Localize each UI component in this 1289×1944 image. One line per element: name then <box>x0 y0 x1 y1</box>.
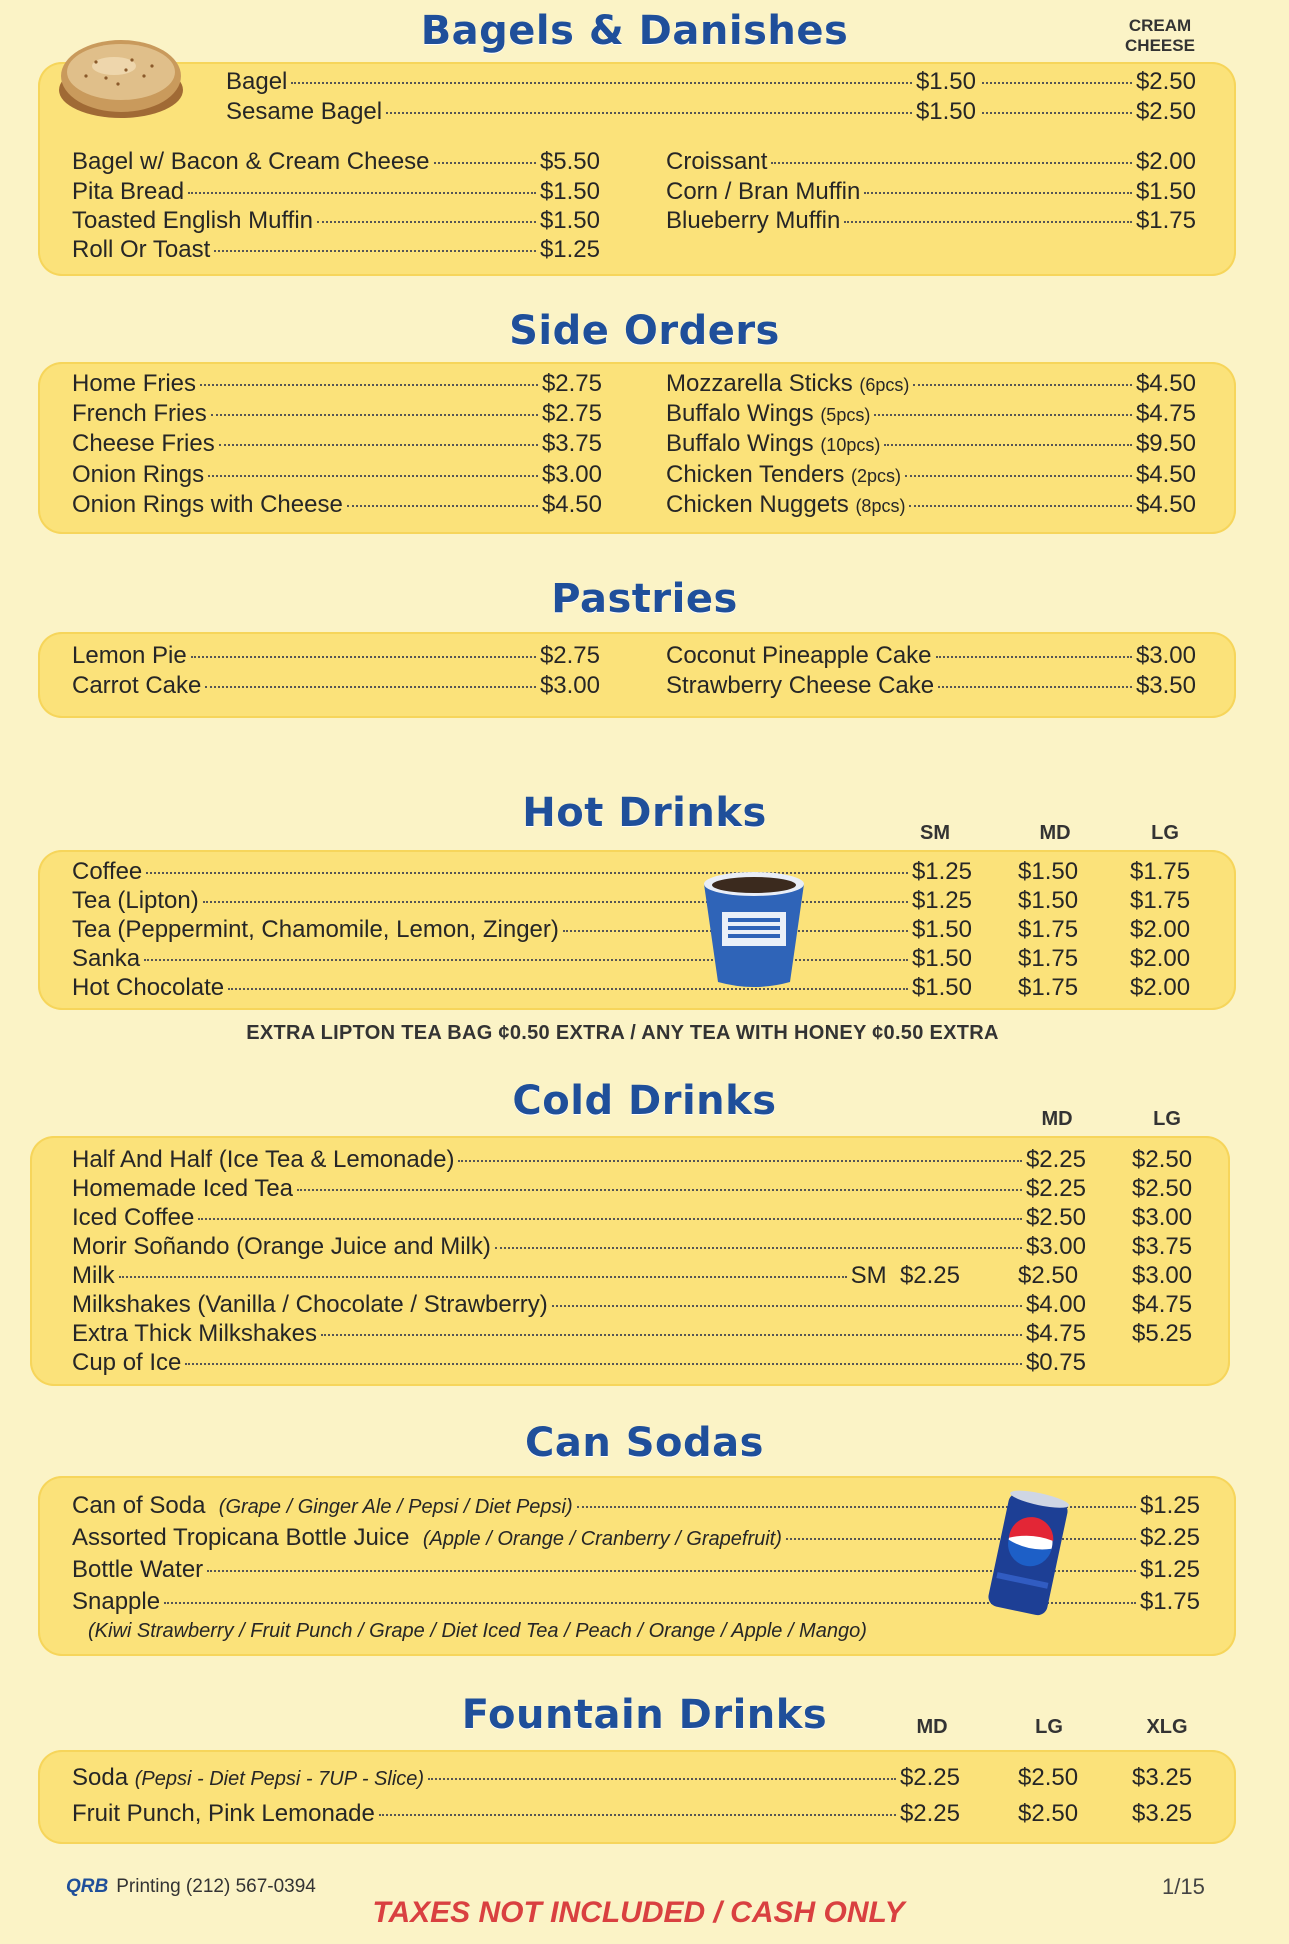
coffee-cup-image <box>694 862 814 992</box>
menu-item: Chicken Tenders (2pcs) $4.50 <box>666 461 1196 488</box>
price-lg: $3.00 <box>1132 1204 1193 1231</box>
pepsi-can-image <box>980 1486 1076 1622</box>
menu-item: Sesame Bagel $1.50 <box>226 98 976 125</box>
menu-item: Cup of Ice $0.75 <box>72 1349 1086 1376</box>
price-lg: $2.00 <box>1130 916 1191 943</box>
price-lg: $5.25 <box>1132 1320 1193 1347</box>
taxes-notice: TAXES NOT INCLUDED / CASH ONLY <box>372 1896 905 1929</box>
price-lg: $4.75 <box>1132 1291 1193 1318</box>
menu-item: Fruit Punch, Pink Lemonade $2.25 <box>72 1800 960 1827</box>
price-lg: $3.75 <box>1132 1233 1193 1260</box>
menu-item: Coconut Pineapple Cake $3.00 <box>666 642 1196 669</box>
menu-item: Bagel $1.50 <box>226 68 976 95</box>
menu-item: Onion Rings $3.00 <box>72 461 602 488</box>
menu-item: Bagel w/ Bacon & Cream Cheese $5.50 <box>72 148 600 175</box>
menu-item: Soda (Pepsi - Diet Pepsi - 7UP - Slice) $2.25 <box>72 1764 960 1791</box>
col-md-header: MD <box>1039 822 1071 844</box>
price-md: $1.50 <box>1018 858 1079 885</box>
menu-item: Corn / Bran Muffin $1.50 <box>666 178 1196 205</box>
col-lg-header: LG <box>1153 1108 1181 1130</box>
menu-item: Onion Rings with Cheese $4.50 <box>72 491 602 518</box>
menu-item: Blueberry Muffin $1.75 <box>666 207 1196 234</box>
menu-item: Sanka $1.50 <box>72 945 972 972</box>
menu-item: Buffalo Wings (10pcs) $9.50 <box>666 430 1196 457</box>
snapple-flavors: (Kiwi Strawberry / Fruit Punch / Grape / Diet Iced Tea / Peach / Orange / Apple / Mango) <box>88 1620 867 1642</box>
menu-item: Coffee $1.25 <box>72 858 972 885</box>
col-xlg-header: XLG <box>1146 1716 1188 1738</box>
cream-cheese-header: CREAM CHEESE <box>1125 16 1195 55</box>
price-md: $2.50 <box>1018 1262 1079 1289</box>
col-md-header: MD <box>1041 1108 1073 1130</box>
price-md: $1.75 <box>1018 916 1079 943</box>
menu-item-cream-cheese-price: $2.50 <box>978 68 1196 96</box>
price-lg: $2.00 <box>1130 974 1191 1001</box>
price-lg: $2.50 <box>1018 1800 1079 1827</box>
menu-item: Croissant $2.00 <box>666 148 1196 175</box>
menu-item: Strawberry Cheese Cake $3.50 <box>666 672 1196 699</box>
menu-item: Home Fries $2.75 <box>72 370 602 397</box>
menu-item: Buffalo Wings (5pcs) $4.75 <box>666 400 1196 427</box>
menu-item: Cheese Fries $3.75 <box>72 430 602 457</box>
bagels-title: Bagels & Danishes <box>420 8 849 54</box>
price-lg: $1.75 <box>1130 858 1191 885</box>
col-sm-header: SM <box>920 822 950 844</box>
menu-item: Half And Half (Ice Tea & Lemonade) $2.25 <box>72 1146 1086 1173</box>
hot-drinks-title: Hot Drinks <box>522 790 767 836</box>
pastries-title: Pastries <box>551 576 738 622</box>
menu-item: Mozzarella Sticks (6pcs) $4.50 <box>666 370 1196 397</box>
menu-item: Tea (Lipton) $1.25 <box>72 887 972 914</box>
menu-item: Assorted Tropicana Bottle Juice (Apple / Orange / Cranberry / Grapefruit) $2.25 <box>72 1524 1200 1551</box>
price-lg: $3.00 <box>1132 1262 1193 1289</box>
price-xlg: $3.25 <box>1132 1800 1193 1827</box>
page-number: 1/15 <box>1162 1874 1205 1899</box>
menu-item: Can of Soda (Grape / Ginger Ale / Pepsi / Diet Pepsi) $1.25 <box>72 1492 1200 1519</box>
col-lg-header: LG <box>1035 1716 1063 1738</box>
menu-item: Lemon Pie $2.75 <box>72 642 600 669</box>
menu-item: Morir Soñando (Orange Juice and Milk) $3.00 <box>72 1233 1086 1260</box>
price-lg: $1.75 <box>1130 887 1191 914</box>
menu-item: Iced Coffee $2.50 <box>72 1204 1086 1231</box>
hot-drinks-note: EXTRA LIPTON TEA BAG ¢0.50 EXTRA / ANY TEA WITH HONEY ¢0.50 EXTRA <box>246 1022 999 1044</box>
menu-item: Milkshakes (Vanilla / Chocolate / Strawberry) $4.00 <box>72 1291 1086 1318</box>
menu-item: Milk SM $2.25 <box>72 1262 960 1289</box>
printer-logo: QRB <box>66 1876 109 1897</box>
price-md: $1.75 <box>1018 974 1079 1001</box>
price-xlg: $3.25 <box>1132 1764 1193 1791</box>
menu-item-cream-cheese-price: $2.50 <box>978 98 1196 126</box>
bagel-image <box>56 32 186 122</box>
price-md: $1.75 <box>1018 945 1079 972</box>
menu-item: French Fries $2.75 <box>72 400 602 427</box>
side-orders-title: Side Orders <box>509 308 780 354</box>
can-sodas-title: Can Sodas <box>525 1420 764 1466</box>
menu-item: Bottle Water $1.25 <box>72 1556 1200 1583</box>
menu-item: Chicken Nuggets (8pcs) $4.50 <box>666 491 1196 518</box>
menu-item: Carrot Cake $3.00 <box>72 672 600 699</box>
menu-item: Tea (Peppermint, Chamomile, Lemon, Zinger) $1.50 <box>72 916 972 943</box>
menu-item: Extra Thick Milkshakes $4.75 <box>72 1320 1086 1347</box>
menu-item: Hot Chocolate $1.50 <box>72 974 972 1001</box>
printer-credit: QRB Printing (212) 567-0394 <box>66 1876 316 1897</box>
col-md-header: MD <box>916 1716 948 1738</box>
menu-item: Snapple $1.75 <box>72 1588 1200 1615</box>
fountain-drinks-title: Fountain Drinks <box>461 1692 828 1738</box>
col-lg-header: LG <box>1151 822 1179 844</box>
menu-item: Roll Or Toast $1.25 <box>72 236 600 263</box>
price-md: $1.50 <box>1018 887 1079 914</box>
price-lg: $2.00 <box>1130 945 1191 972</box>
price-lg: $2.50 <box>1018 1764 1079 1791</box>
menu-item: Pita Bread $1.50 <box>72 178 600 205</box>
menu-item: Homemade Iced Tea $2.25 <box>72 1175 1086 1202</box>
cold-drinks-title: Cold Drinks <box>512 1078 777 1124</box>
menu-item: Toasted English Muffin $1.50 <box>72 207 600 234</box>
price-lg: $2.50 <box>1132 1146 1193 1173</box>
price-lg: $2.50 <box>1132 1175 1193 1202</box>
